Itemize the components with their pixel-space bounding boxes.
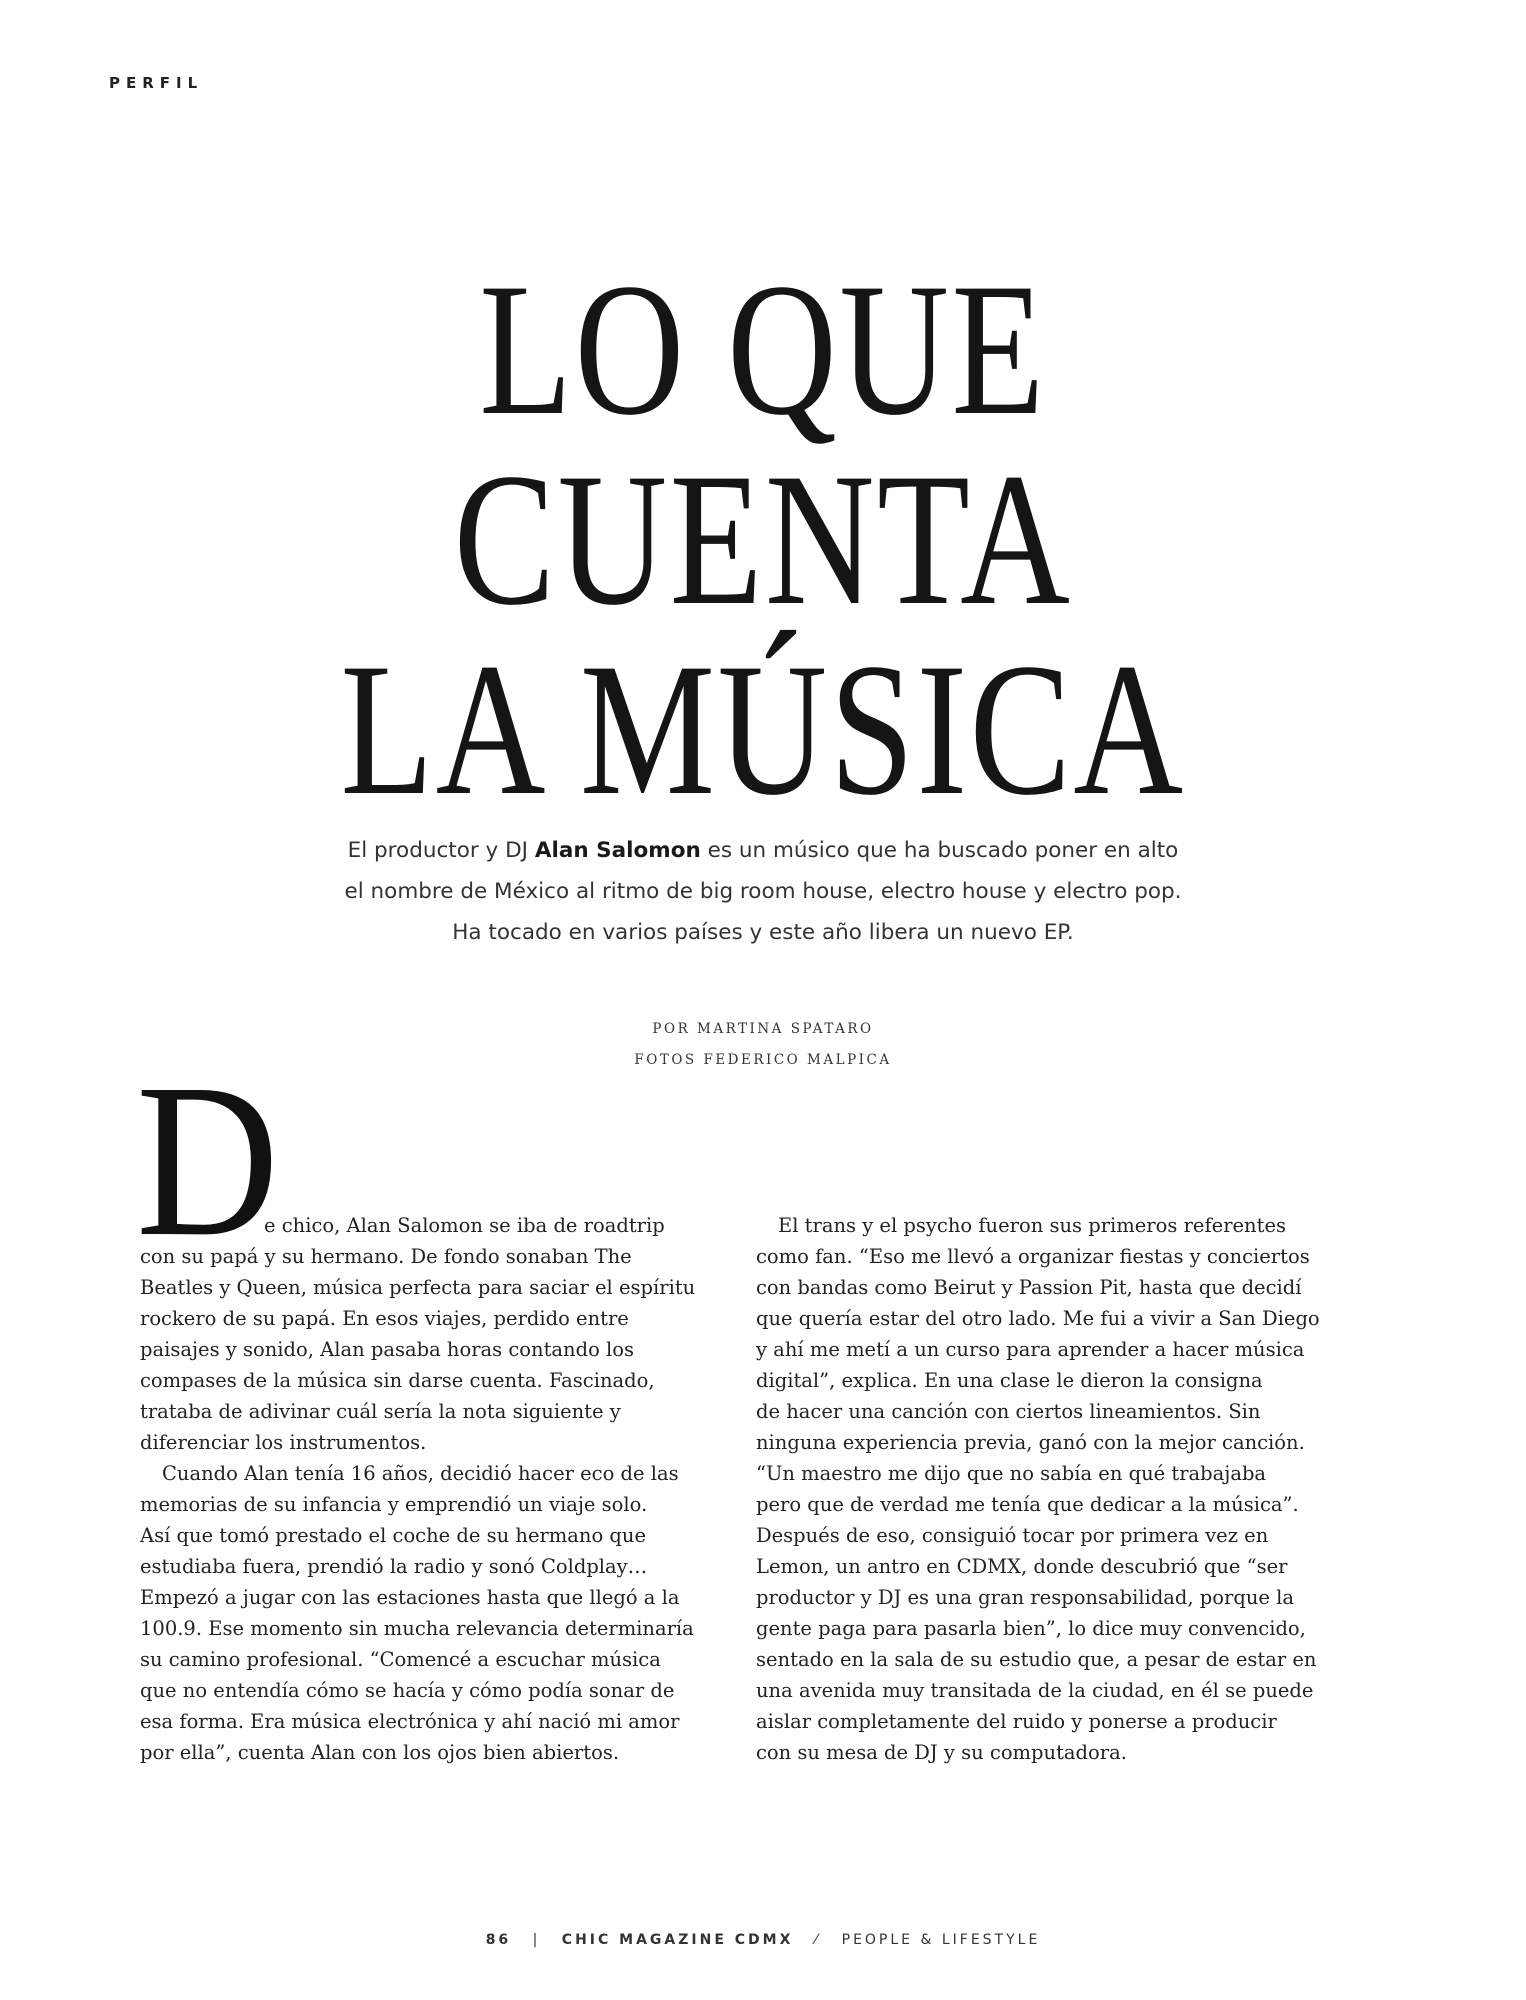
- deck-artist-name: Alan Salomon: [534, 838, 701, 863]
- body-line: e chico, Alan Salomon se iba de roadtrip: [264, 1214, 665, 1237]
- body-line: y ahí me metí a un curso para aprender a hacer música: [756, 1338, 1305, 1361]
- footer-section: PEOPLE & LIFESTYLE: [841, 1932, 1041, 1948]
- body-line: productor y DJ es una gran responsabilidad, porque la: [756, 1586, 1294, 1609]
- body-line: compases de la música sin darse cuenta. Fascinado,: [140, 1369, 655, 1392]
- body-line: Lemon, un antro en CDMX, donde descubrió que “ser: [756, 1555, 1288, 1578]
- body-line: estudiaba fuera, prendió la radio y sonó Coldplay…: [140, 1555, 648, 1578]
- paragraph-3: [756, 1210, 1336, 1241]
- body-line: que quería estar del otro lado. Me fui a vivir a San Diego: [756, 1307, 1320, 1330]
- body-line: trataba de adivinar cuál sería la nota siguiente y: [140, 1400, 621, 1423]
- body-line: una avenida muy transitada de la ciudad, en él se puede: [756, 1679, 1314, 1702]
- title-line-3: LA MÚSICA: [340, 625, 1186, 835]
- author-credit: POR MARTINA SPATARO: [652, 1021, 874, 1037]
- body-line: por ella”, cuenta Alan con los ojos bien abiertos.: [140, 1741, 620, 1764]
- body-line: esa forma. Era música electrónica y ahí nació mi amor: [140, 1710, 680, 1733]
- drop-cap: D: [136, 1038, 280, 1282]
- body-line: rockero de su papá. En esos viajes, perdido entre: [140, 1307, 629, 1330]
- body-line: 100.9. Ese momento sin mucha relevancia determinaría: [140, 1617, 694, 1640]
- page-footer: [0, 1932, 1526, 1948]
- body-line: Después de eso, consiguió tocar por primera vez en: [756, 1524, 1269, 1547]
- footer-separator: |: [532, 1932, 541, 1948]
- body-line: ninguna experiencia previa, ganó con la mejor canción.: [756, 1431, 1305, 1454]
- page-number: 86: [485, 1932, 512, 1948]
- body-line: aislar completamente del ruido y ponerse a producir: [756, 1710, 1277, 1733]
- section-label: PERFIL: [109, 74, 204, 92]
- paragraph-1: [140, 1210, 720, 1241]
- body-line: digital”, explica. En una clase le dieron la consigna: [756, 1369, 1263, 1392]
- body-line: Empezó a jugar con las estaciones hasta que llegó a la: [140, 1586, 680, 1609]
- body-line: de hacer una canción con ciertos lineamientos. Sin: [756, 1400, 1261, 1423]
- body-line: El trans y el psycho fueron sus primeros referentes: [778, 1214, 1286, 1237]
- article-title: [153, 245, 1374, 835]
- article-deck: [263, 830, 1263, 953]
- body-line: memorias de su infancia y emprendió un viaje solo.: [140, 1493, 648, 1516]
- paragraph-1-cont: [140, 1241, 720, 1458]
- title-line-2: CUENTA: [453, 435, 1073, 645]
- paragraph-2-cont: [140, 1489, 720, 1768]
- body-line: con su papá y su hermano. De fondo sonaban The: [140, 1245, 632, 1268]
- deck-line-1-pre: El productor y DJ: [347, 838, 535, 863]
- body-line: gente paga para pasarla bien”, lo dice muy convencido,: [756, 1617, 1306, 1640]
- body-line: con su mesa de DJ y su computadora.: [756, 1741, 1127, 1764]
- body-line: su camino profesional. “Comencé a escuchar música: [140, 1648, 661, 1671]
- footer-slash: ⁄: [814, 1932, 821, 1948]
- byline: [513, 1014, 1013, 1076]
- body-column-left: [140, 1210, 720, 1768]
- deck-line-3: Ha tocado en varios países y este año libera un nuevo EP.: [452, 920, 1074, 945]
- body-line: con bandas como Beirut y Passion Pit, hasta que decidí: [756, 1276, 1302, 1299]
- body-line: paisajes y sonido, Alan pasaba horas contando los: [140, 1338, 634, 1361]
- paragraph-3-cont: [756, 1241, 1336, 1768]
- deck-line-2: el nombre de México al ritmo de big room house, electro house y electro pop.: [344, 879, 1182, 904]
- deck-line-1-post: es un músico que ha buscado poner en alto: [700, 838, 1179, 863]
- body-column-right: [756, 1210, 1336, 1768]
- body-line: diferenciar los instrumentos.: [140, 1431, 427, 1454]
- body-line: Cuando Alan tenía 16 años, decidió hacer eco de las: [162, 1462, 679, 1485]
- body-line: pero que de verdad me tenía que dedicar a la música”.: [756, 1493, 1299, 1516]
- body-line: sentado en la sala de su estudio que, a pesar de estar en: [756, 1648, 1317, 1671]
- body-line: como fan. “Eso me llevó a organizar fiestas y conciertos: [756, 1245, 1310, 1268]
- deck-line-1: [263, 830, 1263, 871]
- paragraph-2: [140, 1458, 720, 1489]
- body-line: que no entendía cómo se hacía y cómo podía sonar de: [140, 1679, 675, 1702]
- photo-credit: FOTOS FEDERICO MALPICA: [634, 1052, 892, 1068]
- body-line: “Un maestro me dijo que no sabía en qué trabajaba: [756, 1462, 1267, 1485]
- body-line: Beatles y Queen, música perfecta para saciar el espíritu: [140, 1276, 696, 1299]
- body-line: Así que tomó prestado el coche de su hermano que: [140, 1524, 647, 1547]
- magazine-name: CHIC MAGAZINE CDMX: [561, 1932, 794, 1948]
- title-line-1: LO QUE: [479, 245, 1047, 455]
